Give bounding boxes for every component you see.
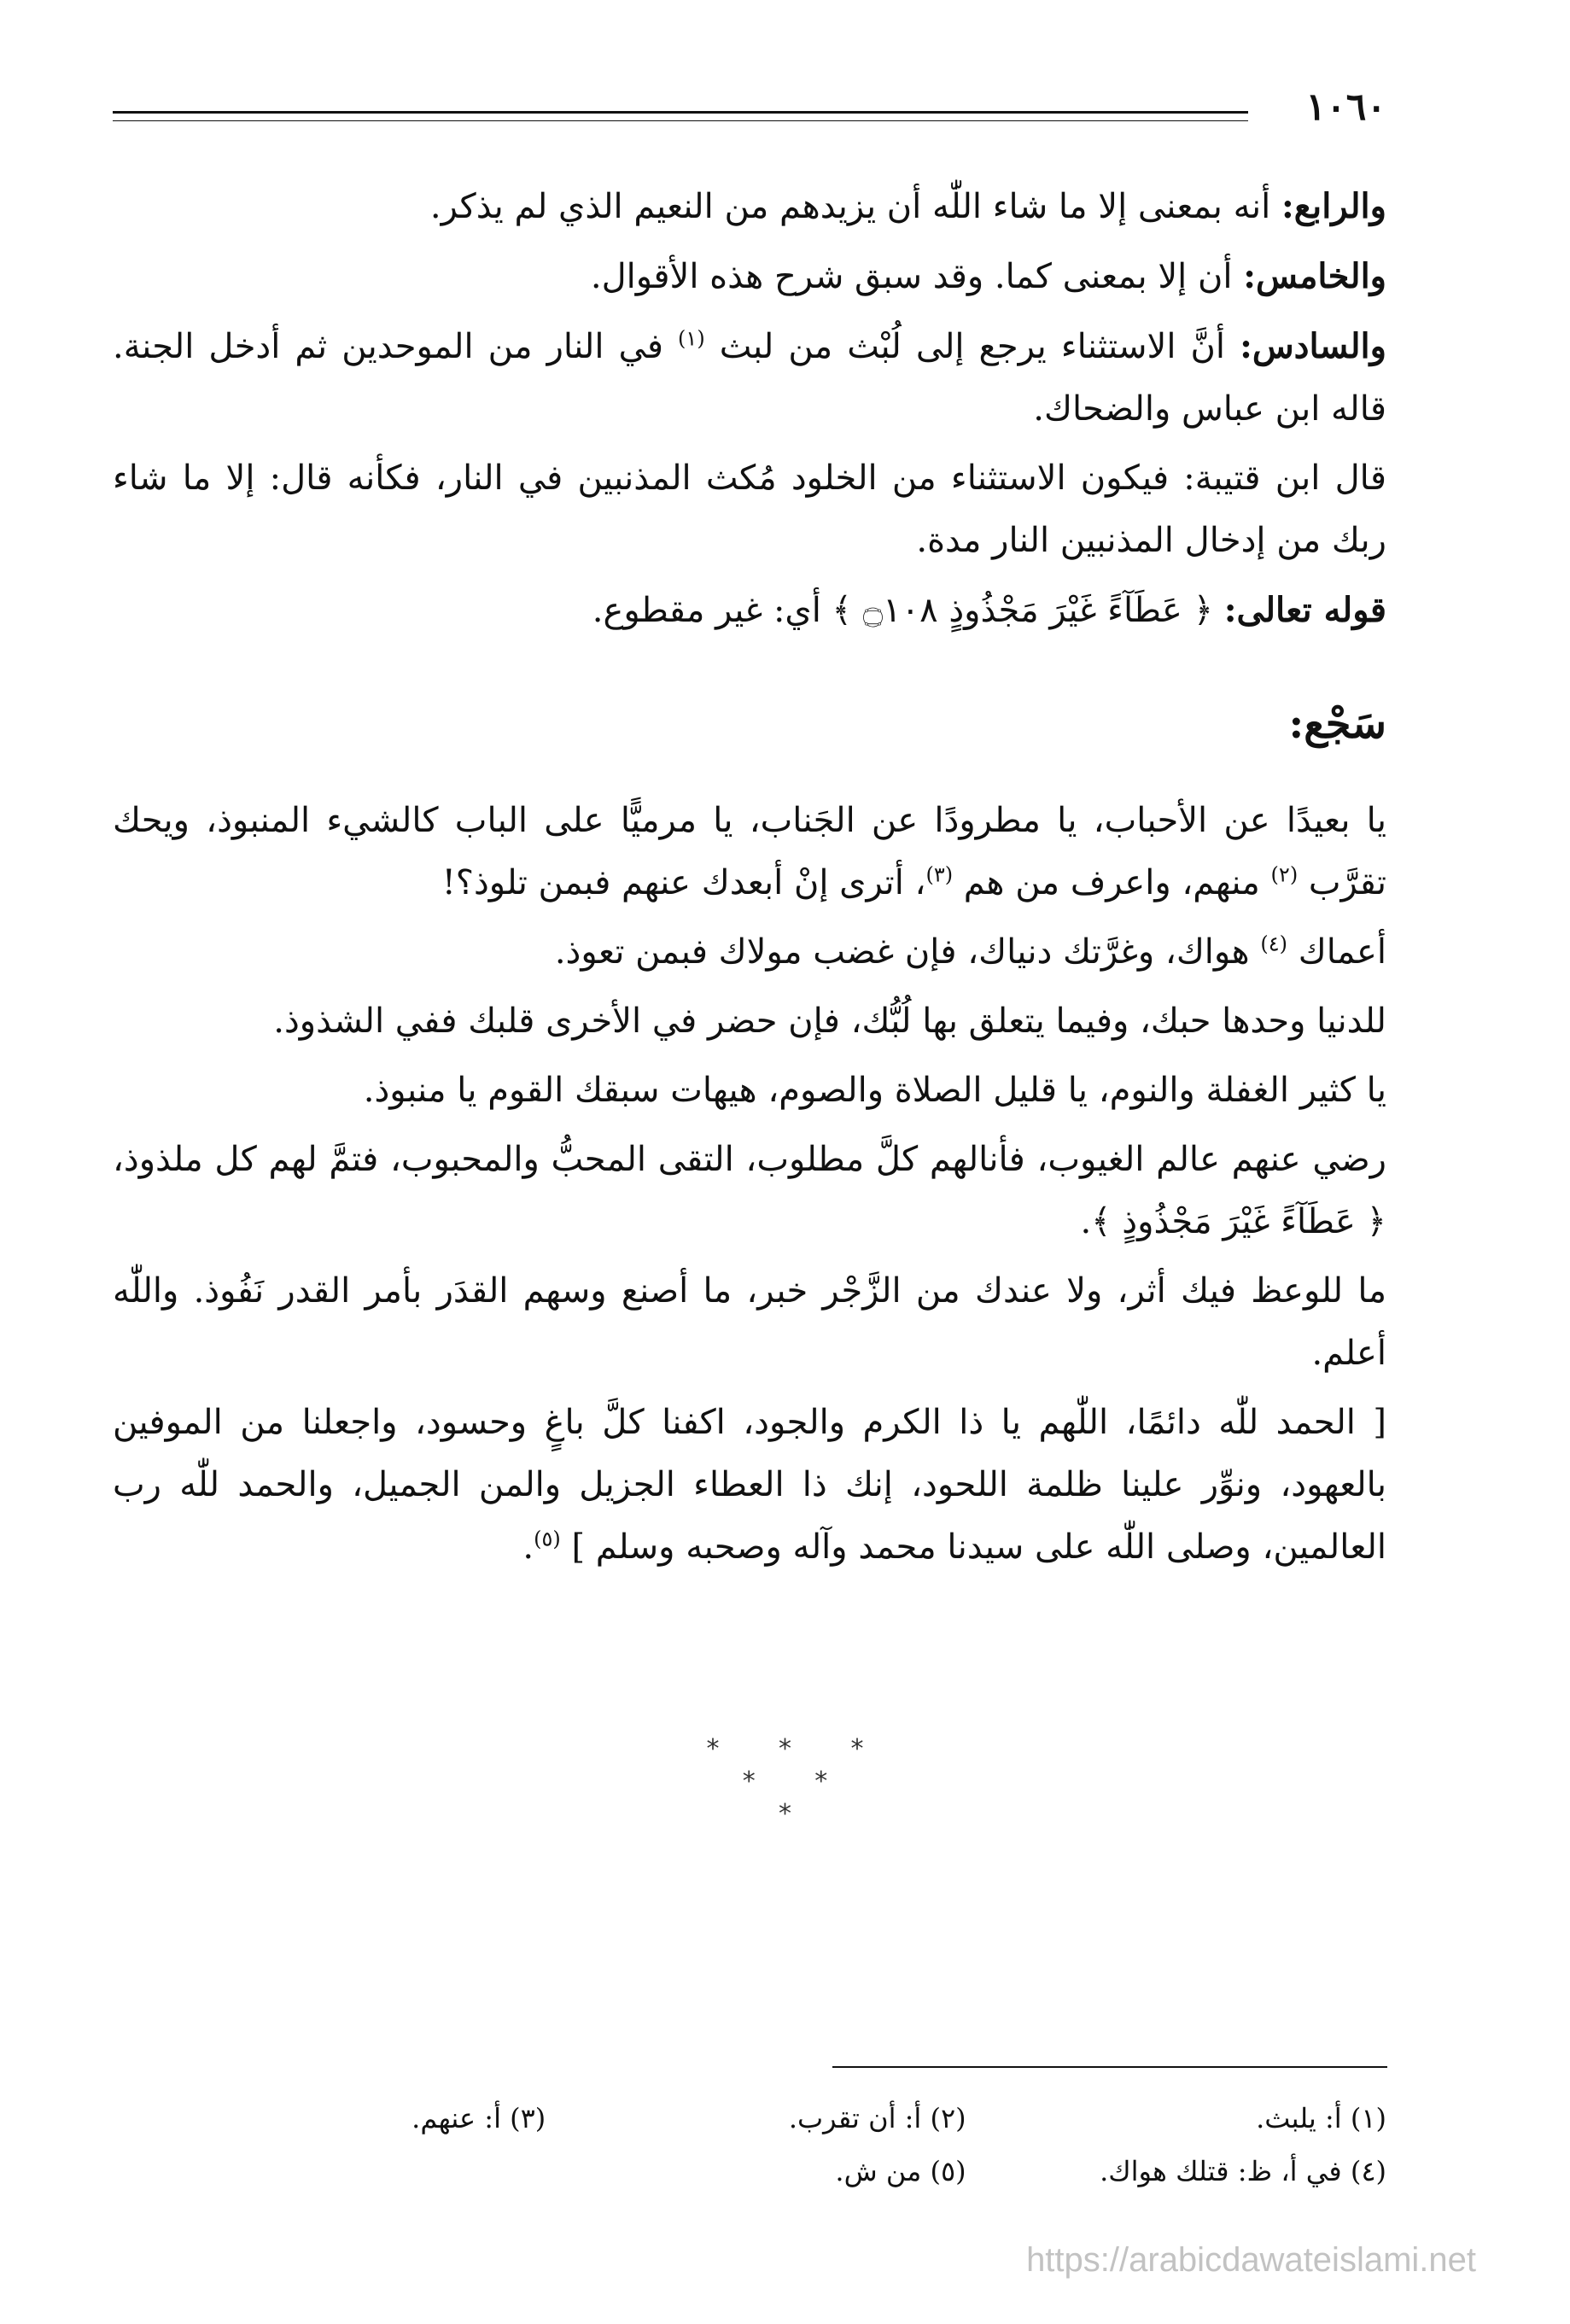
saj-text: يا بعيدًا عن الأحباب، يا مطرودًا عن الجَناب، يا مرميًّا على الباب كالشيء المنبوذ، ويحك تقرَّب [113, 801, 1386, 902]
saj-paragraph [113, 921, 1386, 984]
saj-text: . [1080, 1202, 1092, 1241]
footnote-rule [832, 2066, 1387, 2068]
saj-text: هواك، وغرَّتك دنياك، فإن غضب مولاك فبمن تعوذ. [554, 932, 1261, 972]
paragraph-ibn-qutayba [113, 447, 1386, 572]
footnote-ref[interactable]: (٥) [534, 1527, 561, 1551]
paragraph-fourth [113, 175, 1386, 238]
quran-verse: ﴿ عَطَآءً غَيْرَ مَجْذُوذٍ ۝١٠٨ ﴾ [820, 591, 1224, 630]
paragraph-fifth [113, 245, 1386, 308]
saj-text: أعماك [1287, 932, 1386, 972]
footnote-number: (٥) [930, 2155, 966, 2187]
footnotes [113, 2092, 1386, 2198]
footnote-text: أ: يلبث. [1256, 2102, 1351, 2134]
paragraph-lead: والسادس: [1240, 326, 1386, 366]
saj-text: منهم، واعرف من هم [953, 863, 1271, 902]
footnote-ref[interactable]: (٣) [925, 862, 954, 887]
saj-text: . [522, 1527, 534, 1567]
saj-text: رضي عنهم عالم الغيوب، فأنالهم كلَّ مطلوب، التقى المحبُّ والمحبوب، فتمَّ لهم كل ملذوذ، [113, 1140, 1386, 1179]
footnote-ref[interactable]: (١) [678, 326, 705, 351]
footnote-item [966, 2145, 1386, 2198]
paragraph-lead: قوله تعالى: [1223, 590, 1386, 630]
footnote-ref[interactable]: (٤) [1260, 931, 1288, 956]
footnote-number: (٢) [930, 2102, 966, 2134]
saj-text: ، أترى إنْ أبعدك عنهم فبمن تلوذ؟! [441, 863, 926, 902]
page-header [113, 85, 1386, 137]
saj-paragraph [113, 1129, 1386, 1253]
footnote-item [546, 2092, 966, 2145]
page-number: ١٠٦٠ [1305, 85, 1386, 129]
saj-paragraph [113, 1060, 1386, 1122]
watermark-url: https://arabicdawateislami.net [1026, 2241, 1476, 2279]
paragraph-text: في النار من الموحدين ثم أدخل الجنة. قاله ابن عباس والضحاك. [113, 327, 1386, 429]
footnote-text: أ: أن تقرب. [788, 2102, 931, 2134]
footnote-number: (٣) [510, 2102, 546, 2134]
saj-text: [ الحمد للّٰه دائمًا، اللّٰهم يا ذا الكرم والجود، اكفنا كلَّ باغٍ وحسود، واجعلنا من الموفين بالعهود، ونوِّر علينا ظلمة اللحود، إنك ذا العطاء الجزيل والمن الجميل، والحمد للّٰه رب العالمين، وصلى اللّٰه على سيدنا محمد وآله وصحبه وسلم ] [113, 1403, 1387, 1567]
main-text [113, 175, 1386, 1585]
footnote-item [125, 2092, 546, 2145]
footnote-ref[interactable]: (٢) [1270, 862, 1299, 887]
saj-text: يا كثير الغفلة والنوم، يا قليل الصلاة والصوم، هيهات سبقك القوم يا منبوذ. [363, 1071, 1386, 1110]
paragraph-text: أن إلا بمعنى كما. وقد سبق شرح هذه الأقوال. [590, 257, 1244, 296]
footnote-row [113, 2092, 1386, 2145]
footnote-text: من ش. [835, 2155, 931, 2187]
paragraph-text: قال ابن قتيبة: فيكون الاستثناء من الخلود مُكث المذنبين في النار، فكأنه قال: إلا ما شاء ربك من إدخال المذنبين النار مدة. [113, 458, 1386, 560]
footnote-item [966, 2092, 1386, 2145]
paragraph-verse [113, 579, 1386, 642]
footnote-text: أ: عنهم. [411, 2102, 511, 2134]
paragraph-lead: والرابع: [1281, 186, 1386, 226]
stars-row: * * [742, 1766, 854, 1796]
header-rule [113, 111, 1248, 121]
footnote-number: (١) [1350, 2102, 1386, 2134]
saj-paragraph [113, 1392, 1386, 1579]
section-divider-stars [0, 1733, 1570, 1831]
paragraph-text: أنه بمعنى إلا ما شاء اللّٰه أن يزيدهم من النعيم الذي لم يذكر. [429, 187, 1281, 226]
paragraph-sixth [113, 315, 1386, 441]
footnote-row [113, 2145, 1386, 2198]
stars-row: * [779, 1799, 817, 1829]
section-title: سَجْع: [1288, 700, 1386, 748]
paragraph-text: أي: غير مقطوع. [592, 591, 821, 630]
saj-paragraph [113, 790, 1386, 914]
quran-verse: ﴿ عَطَآءً غَيْرَ مَجْذُوذٍ ﴾ [1091, 1202, 1386, 1241]
paragraph-lead: والخامس: [1243, 256, 1386, 296]
saj-paragraph [113, 1260, 1386, 1385]
saj-paragraph [113, 990, 1386, 1053]
saj-text: ما للوعظ فيك أثر، ولا عندك من الزَّجْر خبر، ما أصنع وسهم القدَر بأمر القدر نَفُوذ. واللّٰه أعلم. [113, 1271, 1386, 1373]
stars-row: * * * [706, 1734, 890, 1764]
saj-text: للدنيا وحدها حبك، وفيما يتعلق بها لُبُّك، فإن حضر في الأخرى قلبك ففي الشذوذ. [273, 1001, 1386, 1041]
footnote-number: (٤) [1350, 2155, 1386, 2187]
paragraph-text: أنَّ الاستثناء يرجع إلى لُبْث من لبث [704, 327, 1240, 366]
footnote-text: في أ، ظ: قتلك هواك. [1100, 2155, 1351, 2187]
footnote-item [546, 2145, 966, 2198]
